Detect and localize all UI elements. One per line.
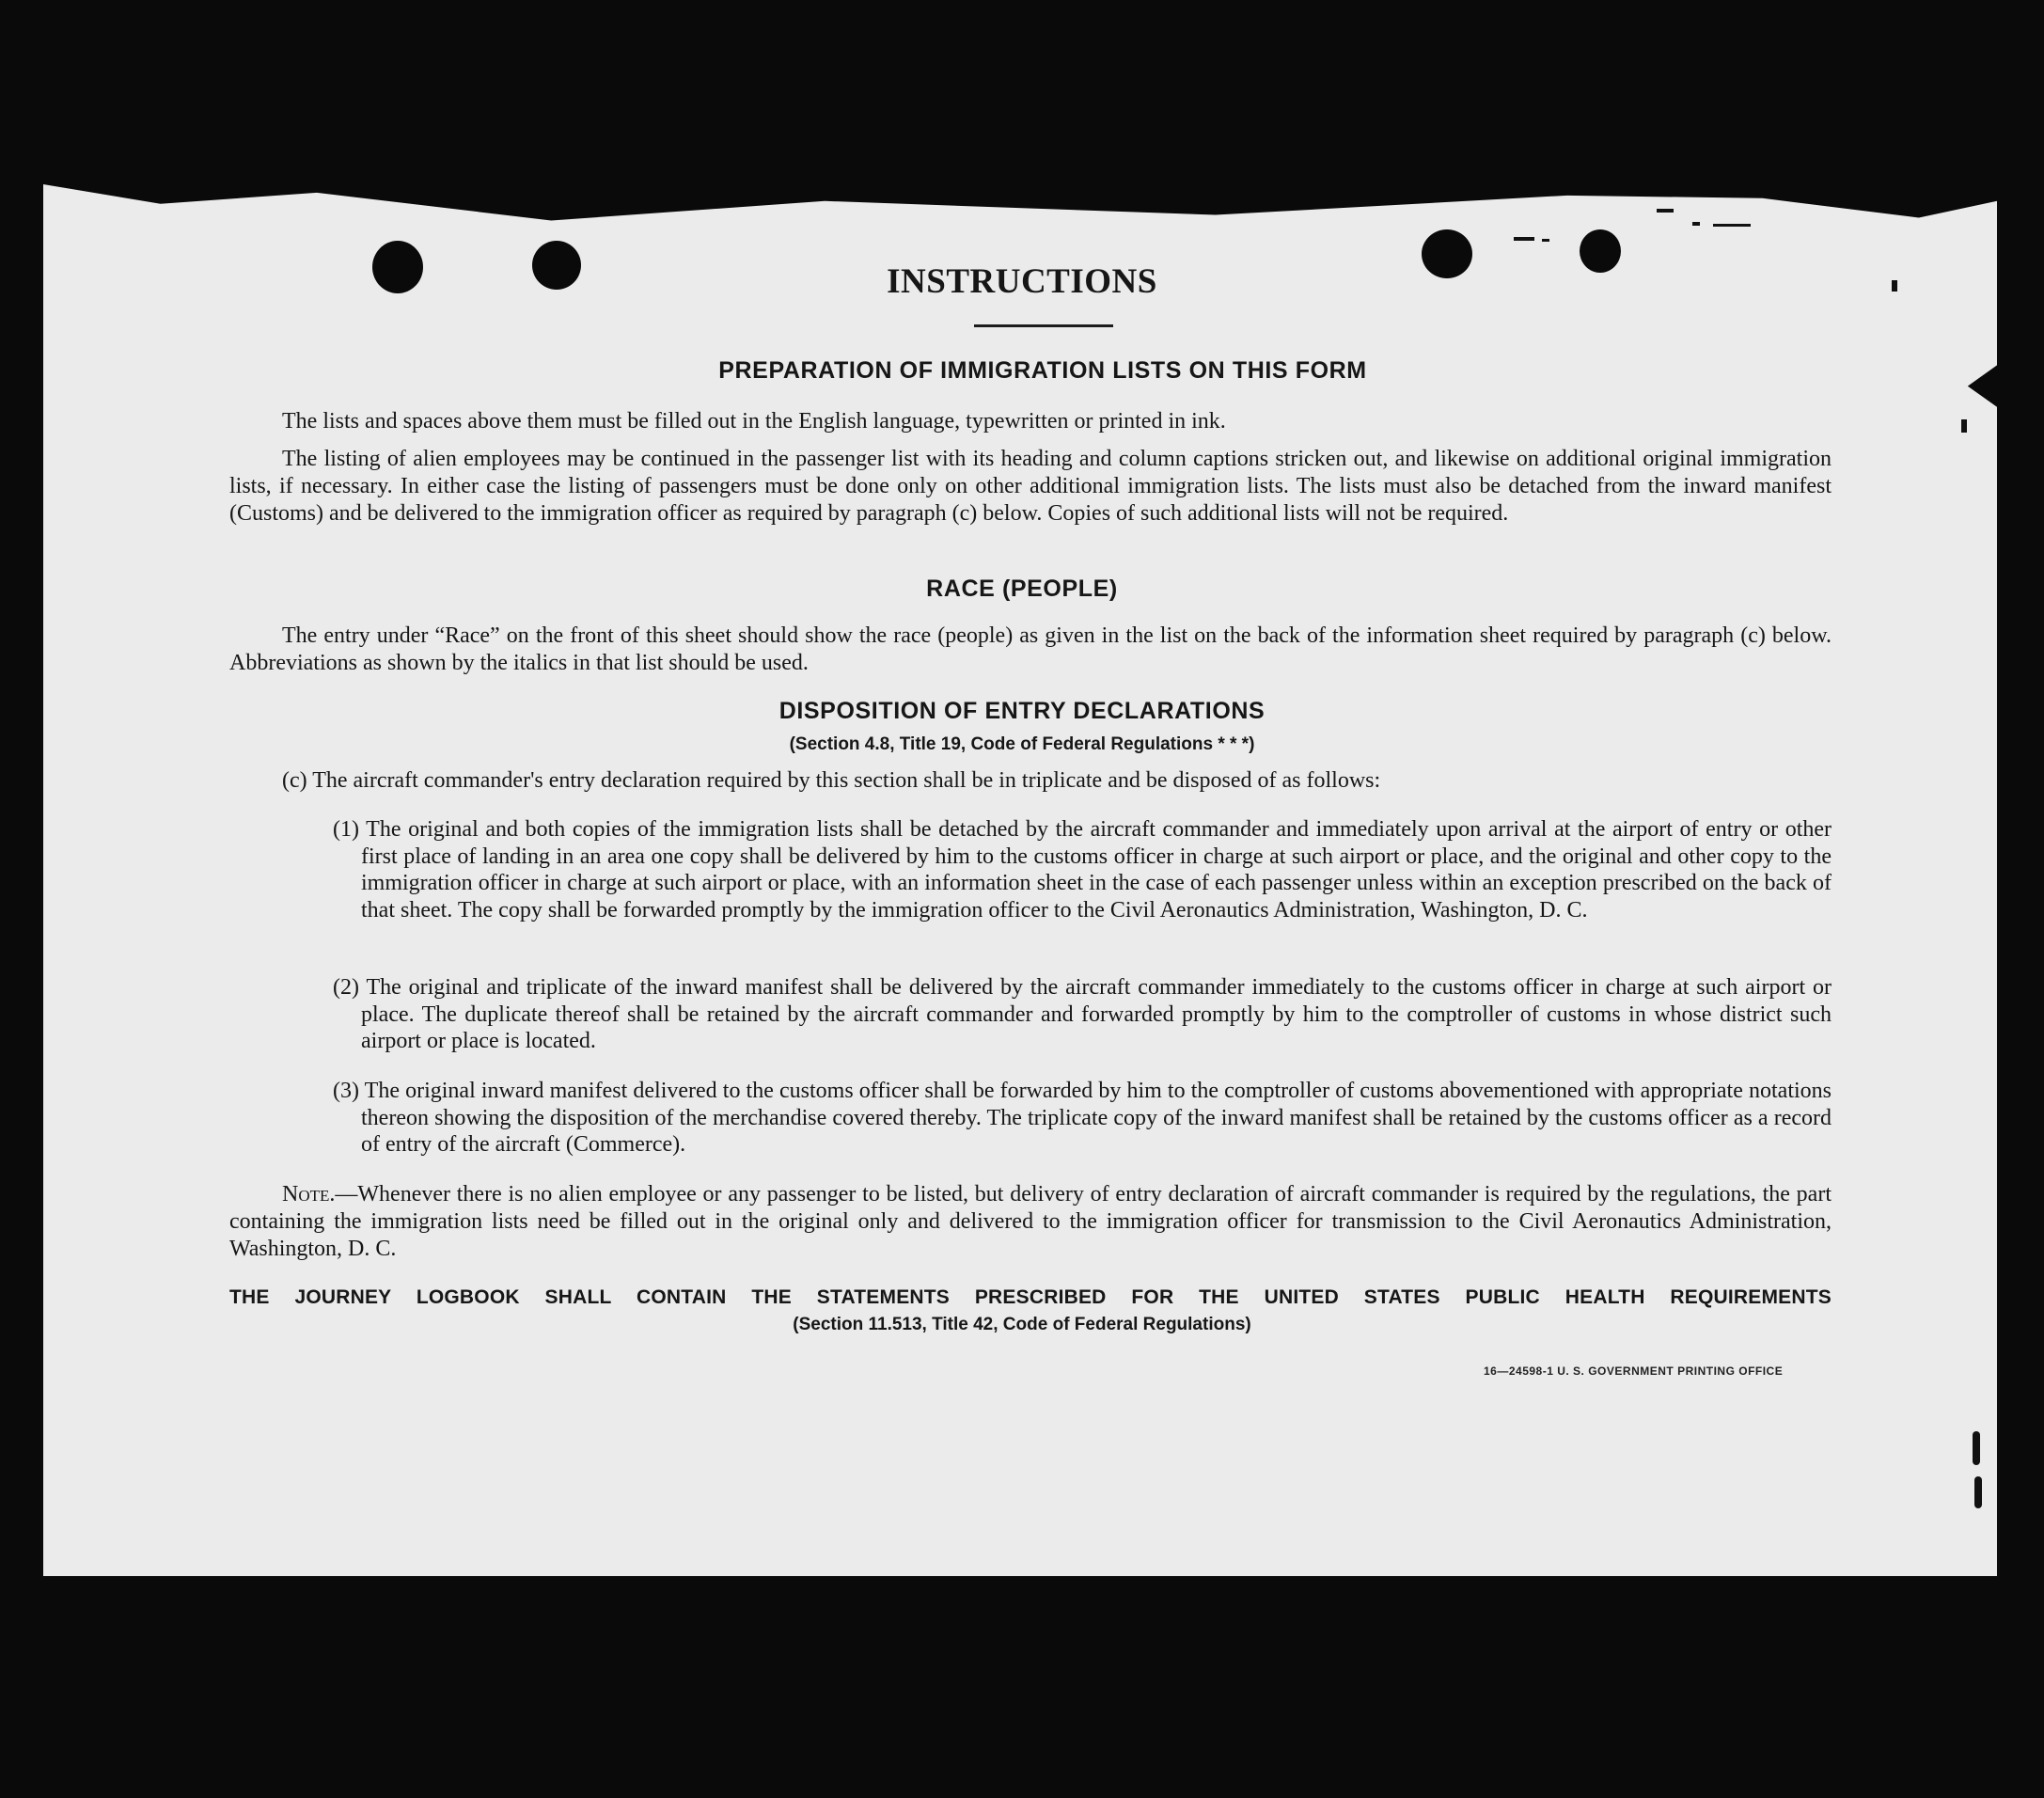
- disposition-heading: DISPOSITION OF ENTRY DECLARATIONS: [778, 698, 1266, 724]
- note-label: Note.: [282, 1182, 336, 1207]
- race-paragraph: The entry under “Race” on the front of this sheet should show the race (people) as given in the list on the back of the information sheet required by paragraph (c) below. Abbreviations as shown by the italics in that list should be used.: [229, 623, 1832, 675]
- race-heading: RACE (PEOPLE): [926, 576, 1118, 602]
- preparation-paragraph-2: The listing of alien employees may be continued in the passenger list with its heading and column captions stricken out, and likewise on additional original immigration lists, if necessary. In either case the listing of passengers must be done only on other additional immigration lists. The lists must also be detached from the inward manifest (Customs) and be delivered to the immigration officer as required by paragraph (c) below. Copies of such additional lists will not be required.: [229, 447, 1832, 526]
- logbook-citation: (Section 11.513, Title 42, Code of Federal Regulations): [793, 1315, 1251, 1334]
- page-title: INSTRUCTIONS: [887, 262, 1157, 301]
- disposition-item-1: (1) The original and both copies of the immigration lists shall be detached by the aircraft commander and immediately upon arrival at the airport of entry or other first place of landing in an area one copy shall be delivered by him to the customs officer in charge at such airport or place, and the original and other copy to the immigration officer in charge at such airport or place, with an information sheet in the case of each passenger unless within an exception prescribed on the back of that sheet. The copy shall be forwarded promptly by the immigration officer to the Civil Aeronautics Administration, Washington, D. C.: [333, 817, 1832, 923]
- disposition-item-3: (3) The original inward manifest delivered to the customs officer shall be forwarded by him to the comptroller of customs abovementioned with appropriate notations thereon showing the disposition of the merchandise covered thereby. The triplicate copy of the inward manifest shall be retained by the customs officer as a record of entry of the aircraft (Commerce).: [333, 1079, 1832, 1157]
- note-paragraph: [229, 1181, 1832, 1263]
- printer-imprint: 16—24598-1 U. S. GOVERNMENT PRINTING OFFICE: [1484, 1364, 1784, 1378]
- preparation-heading: PREPARATION OF IMMIGRATION LISTS ON THIS FORM: [718, 357, 1367, 384]
- title-rule: [974, 324, 1113, 327]
- preparation-paragraph-1: The lists and spaces above them must be filled out in the English language, typewritten or printed in ink.: [282, 409, 1226, 434]
- disposition-item-2: (2) The original and triplicate of the inward manifest shall be delivered by the aircraft commander immediately to the customs officer in charge at such airport or place. The duplicate thereof shall be retained by the aircraft commander and forwarded promptly by him to the comptroller of customs in whose district such airport or place is located.: [333, 975, 1832, 1053]
- note-text: —Whenever there is no alien employee or any passenger to be listed, but delivery of entry declaration of aircraft commander is required by the regulations, the part containing the immigration lists need be filled out in the original only and delivered to the immigration officer for transmission to the Civil Aeronautics Administration, Washington, D. C.: [229, 1182, 1832, 1261]
- disposition-intro: (c) The aircraft commander's entry declaration required by this section shall be in triplicate and be disposed of as follows:: [282, 768, 1381, 793]
- disposition-citation: (Section 4.8, Title 19, Code of Federal Regulations * * *): [789, 734, 1255, 754]
- logbook-heading: THE JOURNEY LOGBOOK SHALL CONTAIN THE STATEMENTS PRESCRIBED FOR THE UNITED STATES PUBLIC HEALTH REQUIREMENTS: [229, 1286, 1832, 1308]
